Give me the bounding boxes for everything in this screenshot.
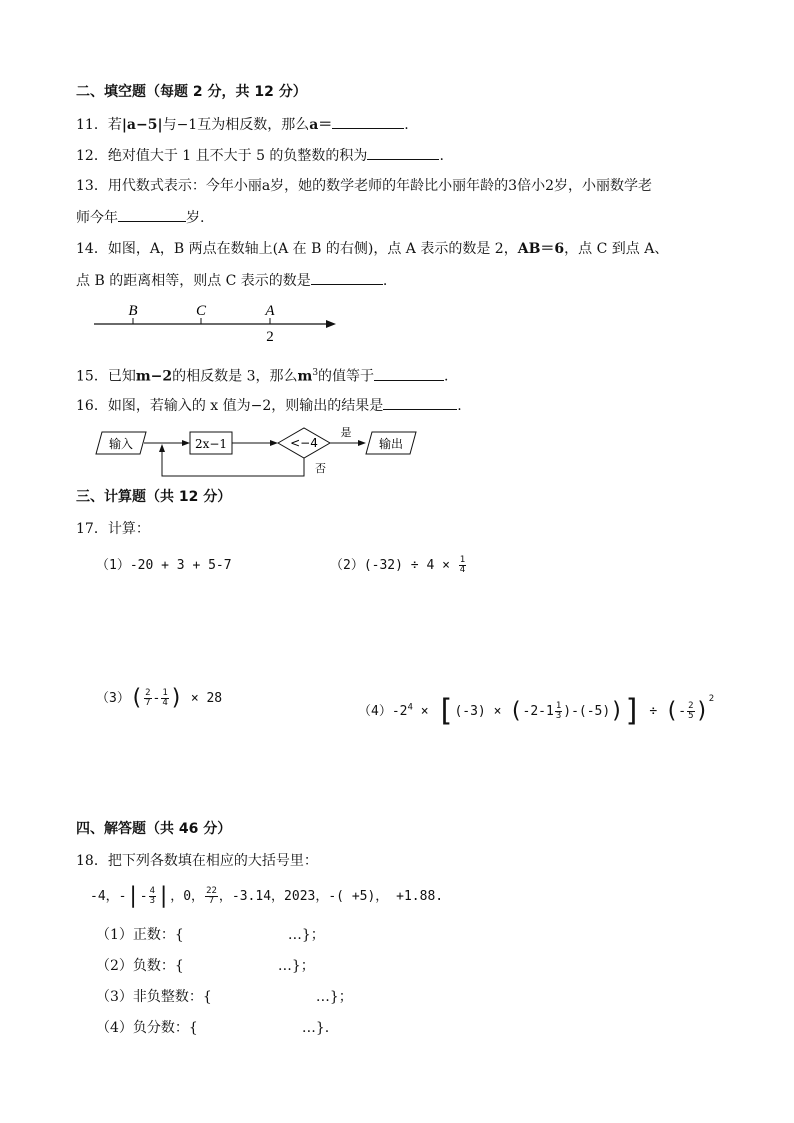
question-13-line2: 师今年 岁. <box>76 207 204 228</box>
answer-blank-12[interactable] <box>367 145 439 160</box>
category-negative-fraction: （4）负分数：{ …}. <box>96 1020 330 1036</box>
answer-blank-16[interactable] <box>383 395 457 410</box>
category-negative: （2）负数：{ …}； <box>96 958 315 974</box>
answer-blank-15[interactable] <box>374 366 444 381</box>
section2-title: 二、填空题（每题 2 分，共 12 分） <box>76 84 307 100</box>
arrow-right-icon <box>358 440 366 446</box>
problem-17-2: （2）(-32) ÷ 4 × $\frac{1}{4}$ <box>330 555 466 575</box>
question-14-line2: 点 B 的距离相等，则点 C 表示的数是 . <box>76 270 387 291</box>
arrow-right-icon <box>326 320 336 328</box>
question-16: 16．如图，若输入的 x 值为−2，则输出的结果是 . <box>76 395 462 416</box>
flow-op-label: 2x−1 <box>194 437 228 451</box>
label-c: C <box>195 303 207 319</box>
question-13-line1: 13．用代数式表示：今年小丽a岁，她的数学老师的年龄比小丽年龄的3倍小2岁，小丽数学老 <box>76 178 652 194</box>
label-a: A <box>265 303 275 319</box>
category-nonneg-integer: （3）非负整数：{ …}； <box>96 989 353 1005</box>
section3-title: 三、计算题（共 12 分） <box>76 489 232 505</box>
question-15: 15．已知m−2的相反数是 3，那么$m^3$的值等于 . <box>76 363 449 387</box>
tick-label-2: 2 <box>266 329 274 345</box>
arrow-right-icon <box>182 440 190 446</box>
number-line-diagram <box>90 298 350 346</box>
problem-17-3: （3）( $\frac{2}{7}$ - $\frac{1}{4}$ ) × 28 <box>96 685 223 711</box>
answer-blank-14[interactable] <box>311 270 383 285</box>
flow-input-label: 输入 <box>108 437 134 451</box>
flowchart-diagram <box>94 420 424 482</box>
problem-17-4: $(4)-2^4 \times [(-3) \times (-2-1$ $\frac{1}{3}$ )-(-5))] ÷ (- $\frac{2}{5}$ )$^2$ <box>358 693 715 729</box>
flow-yes-label: 是 <box>340 426 352 439</box>
arrow-up-icon <box>159 444 165 452</box>
question-18: 18．把下列各数填在相应的大括号里： <box>76 853 318 869</box>
flow-cond-label: <−4 <box>290 436 318 450</box>
section4-title: 四、解答题（共 46 分） <box>76 821 232 837</box>
category-positive: （1）正数：{ …}； <box>96 927 325 943</box>
flow-no-label: 否 <box>315 462 326 475</box>
flow-loop-line <box>162 447 304 476</box>
question-11: 11．若|a−5|与−1互为相反数，那么a＝ . <box>76 114 409 135</box>
number-list: -4，-|- $\frac{4}{3}$ |，0， $\frac{22}{7}$ ，-3.14，2023，-( +5)， +1.88. <box>90 883 444 909</box>
question-12: 12．绝对值大于 1 且不大于 5 的负整数的积为 . <box>76 145 444 166</box>
flow-output-label: 输出 <box>378 437 404 451</box>
label-b: B <box>128 303 138 319</box>
answer-blank-11[interactable] <box>332 114 404 129</box>
question-17: 17．计算： <box>76 521 150 537</box>
question-14-line1: 14．如图，A，B 两点在数轴上(A 在 B 的右侧)，点 A 表示的数是 2，AB＝6，点 C 到点 A、 <box>76 241 669 257</box>
arrow-right-icon <box>270 440 278 446</box>
answer-blank-13[interactable] <box>118 207 186 222</box>
problem-17-1: （1）-20 + 3 + 5-7 <box>96 558 232 573</box>
